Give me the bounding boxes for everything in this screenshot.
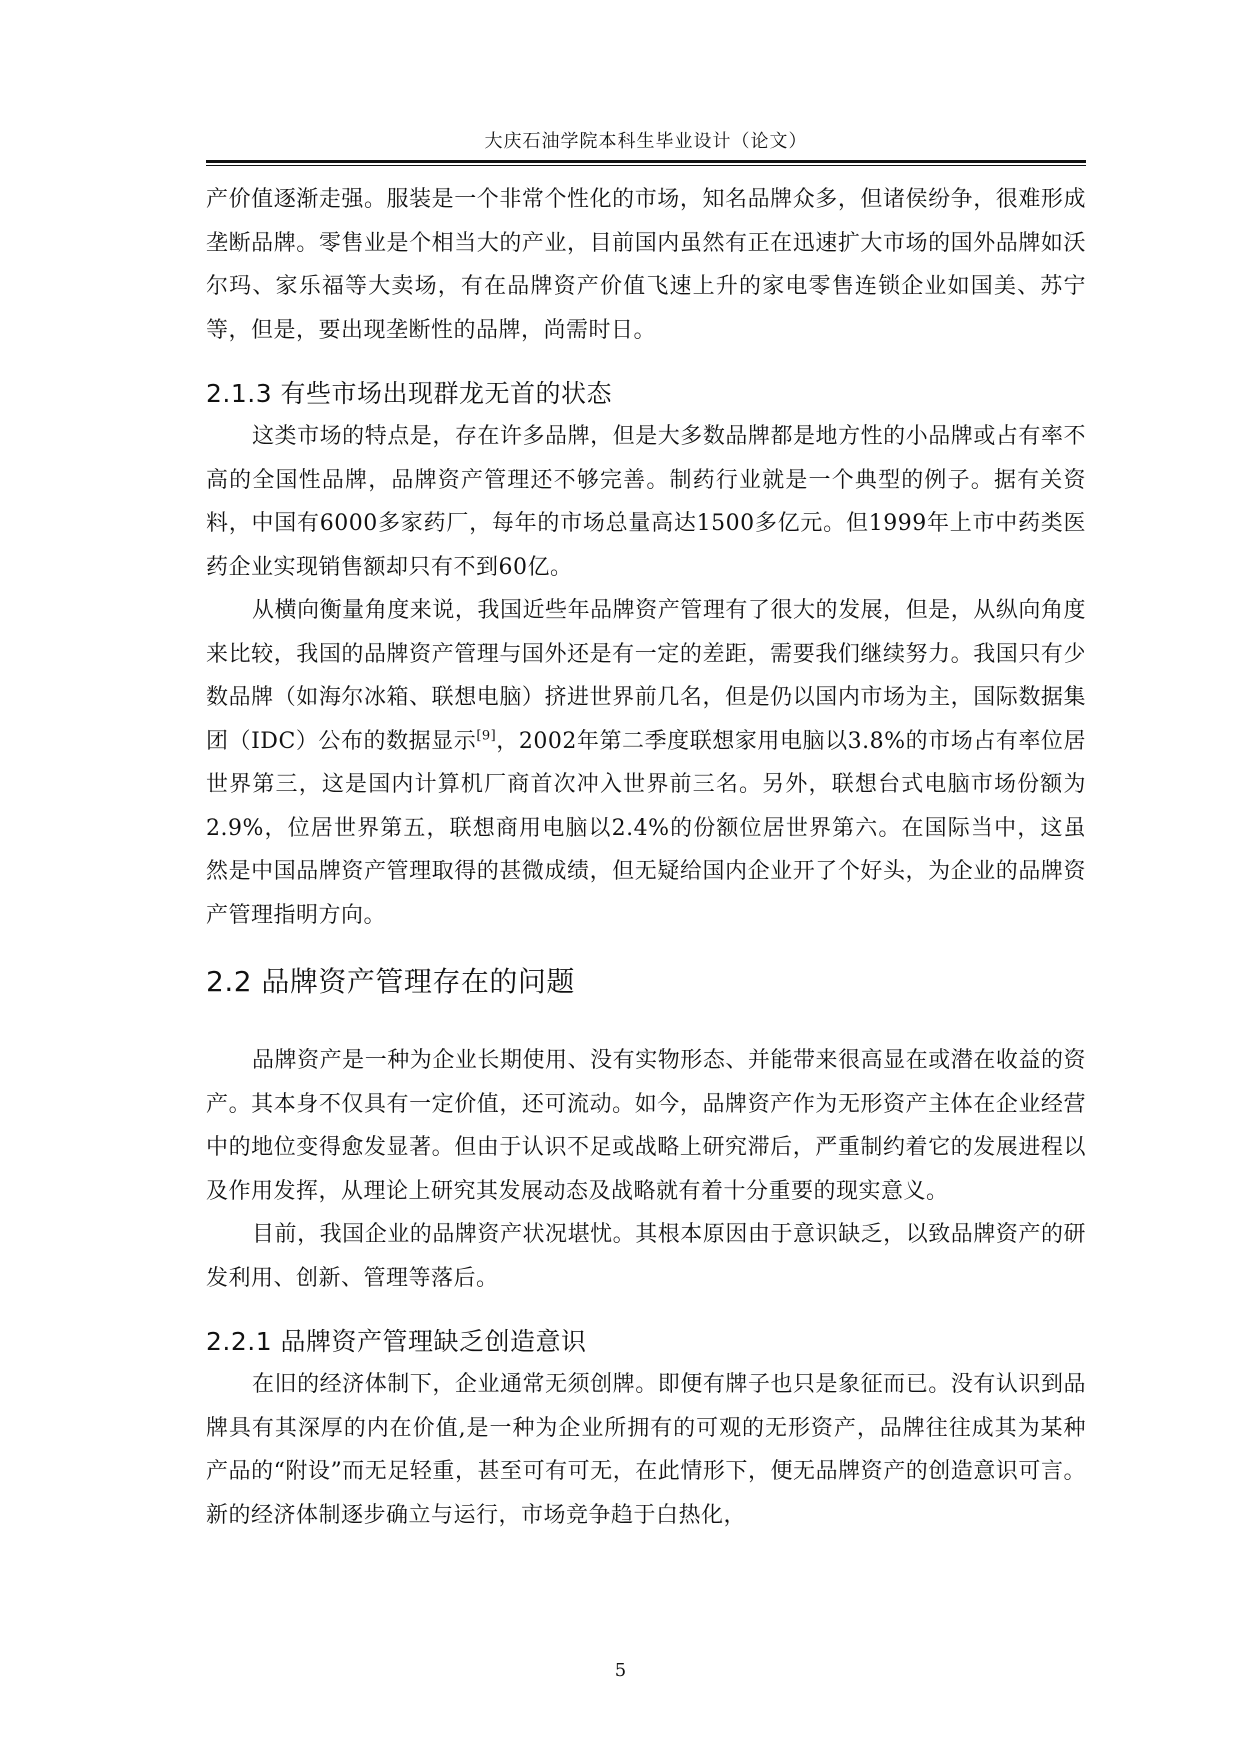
paragraph-2-2-first: 品牌资产是一种为企业长期使用、没有实物形态、并能带来很高显在或潜在收益的资产。其本身不仅具有一定价值，还可流动。如今，品牌资产作为无形资产主体在企业经营中的地位变得愈发显著。但由于认识不足或战略上研究滞后，严重制约着它的发展进程以及作用发挥，从理论上研究其发展动态及战略就有着十分重要的现实意义。 (206, 1048, 1086, 1204)
spacer (206, 1005, 1086, 1039)
spacer (206, 937, 1086, 959)
paragraph-2-1-3-second (206, 589, 1086, 937)
paragraph-2-1-3-first: 这类市场的特点是，存在许多品牌，但是大多数品牌都是地方性的小品牌或占有率不高的全国性品牌，品牌资产管理还不够完善。制药行业就是一个典型的例子。据有关资料，中国有6000多家药厂，每年的市场总量高达1500多亿元。但1999年上市中药类医药企业实现销售额却只有不到60亿。 (206, 424, 1086, 580)
page-body (206, 178, 1086, 1537)
paragraph-text-a: 从横向衡量角度来说，我国近些年品牌资产管理有了很大的发展，但是，从纵向角度来比较，我国的品牌资产管理与国外还是有一定的差距，需要我们继续努力。我国只有少数品牌（如海尔冰箱、联想电脑）挤进世界前几名，但是仍以国内市场为主，国际数据集团（IDC）公布的数据显示 (206, 598, 1086, 754)
heading-2-2: 2.2 品牌资产管理存在的问题 (206, 965, 575, 998)
header-rule-thin (206, 165, 1086, 166)
paragraph-continued: 产价值逐渐走强。服装是一个非常个性化的市场，知名品牌众多，但诸侯纷争，很难形成垄断品牌。零售业是个相当大的产业，目前国内虽然有正在迅速扩大市场的国外品牌如沃尔玛、家乐福等大卖场，有在品牌资产价值飞速上升的家电零售连锁企业如国美、苏宁等，但是，要出现垄断性的品牌，尚需时日。 (206, 187, 1086, 343)
heading-2-2-1: 2.2.1 品牌资产管理缺乏创造意识 (206, 1327, 587, 1356)
paragraph-2-2-1-first: 在旧的经济体制下，企业通常无须创牌。即便有牌子也只是象征而已。没有认识到品牌具有其深厚的内在价值,是一种为企业所拥有的可观的无形资产，品牌往往成其为某种产品的“附设”而无足轻重，甚至可有可无，在此情形下，便无品牌资产的创造意识可言。新的经济体制逐步确立与运行，市场竞争趋于白热化， (206, 1372, 1086, 1528)
header-rule-thick (206, 160, 1086, 163)
citation-ref-9: [9] (476, 728, 497, 744)
heading-2-1-3: 2.1.3 有些市场出现群龙无首的状态 (206, 379, 613, 408)
spacer (206, 352, 1086, 372)
page-number: 5 (614, 1660, 627, 1681)
paragraph-2-2-second: 目前，我国企业的品牌资产状况堪忧。其根本原因由于意识缺乏，以致品牌资产的研发利用、创新、管理等落后。 (206, 1222, 1086, 1291)
running-header: 大庆石油学院本科生毕业设计（论文） (484, 131, 808, 152)
paragraph-text-b: ，2002年第二季度联想家用电脑以3.8%的市场占有率位居世界第三，这是国内计算机厂商首次冲入世界前三名。另外，联想台式电脑市场份额为2.9%，位居世界第五，联想商用电脑以2.4%的份额位居世界第六。在国际当中，这虽然是中国品牌资产管理取得的甚微成绩，但无疑给国内企业开了个好头，为企业的品牌资产管理指明方向。 (206, 728, 1086, 928)
spacer (206, 1300, 1086, 1320)
